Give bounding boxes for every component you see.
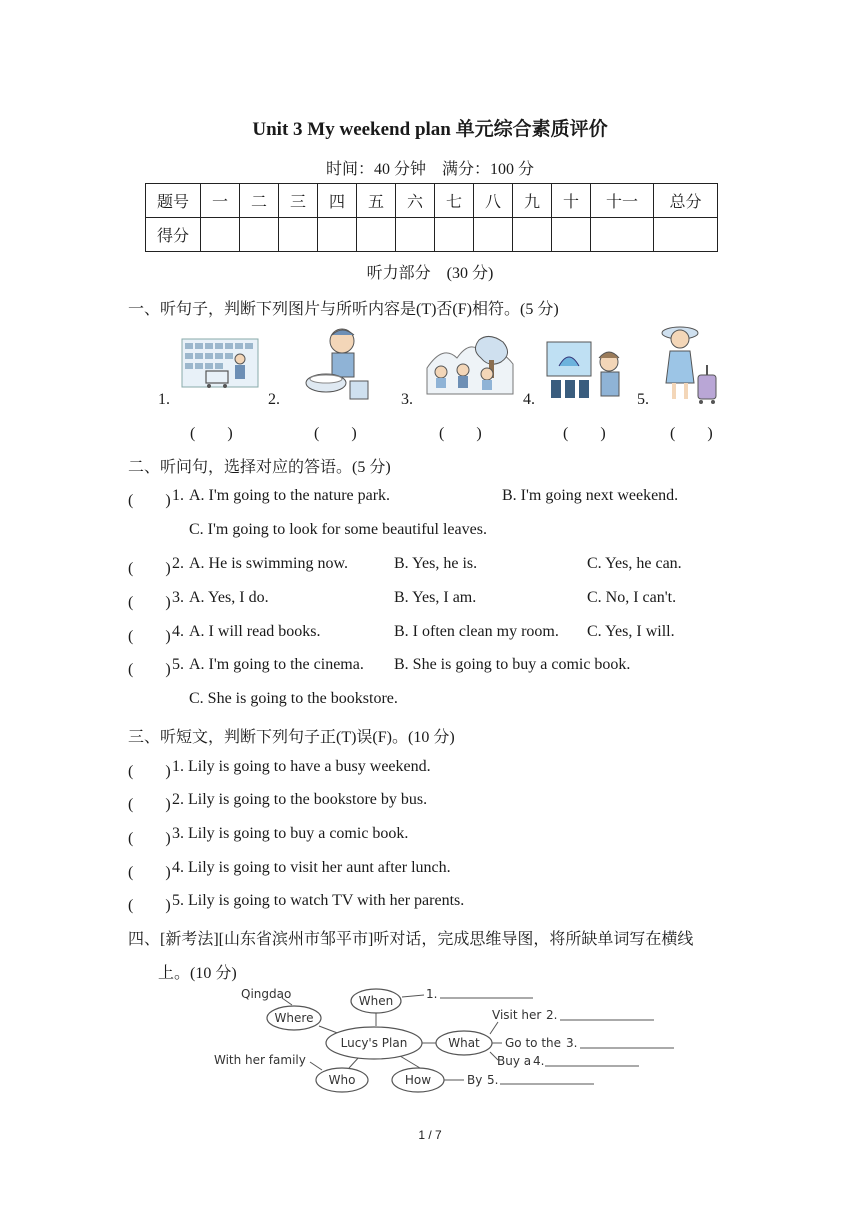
option-a: A. He is swimming now.: [189, 555, 348, 572]
answer-blank[interactable]: ( ): [314, 425, 357, 442]
score-table-cell: 总分: [654, 184, 718, 218]
score-row-label: 得分: [146, 218, 201, 252]
question-number: 1.: [172, 487, 184, 504]
option-a: A. I will read books.: [189, 623, 321, 640]
score-table-cell: 四: [318, 184, 357, 218]
mindmap-buy: Buy a: [497, 1054, 532, 1068]
question-number: 3.: [172, 589, 184, 606]
mindmap-goto: Go to the: [505, 1036, 562, 1050]
statement: 3. Lily is going to buy a comic book.: [172, 825, 409, 842]
mindmap-what-label: What: [448, 1036, 480, 1050]
mindmap-qingdao: Qingdao: [241, 987, 292, 1001]
score-table-cell: 八: [474, 184, 513, 218]
answer-paren[interactable]: ( ): [128, 594, 171, 611]
option-b: B. I'm going next weekend.: [502, 487, 679, 504]
option-c: C. She is going to the bookstore.: [189, 690, 398, 707]
mindmap-when-label: When: [358, 994, 394, 1008]
score-table-cell: 六: [396, 184, 435, 218]
mindmap-visit: Visit her: [492, 1008, 542, 1022]
score-table-cell: 七: [435, 184, 474, 218]
score-table-cell: 一: [201, 184, 240, 218]
part3-heading: 三、听短文，判断下列句子正(T)误(F)。(10 分): [128, 729, 455, 746]
part1-heading: 一、听句子，判断下列图片与所听内容是(T)否(F)相符。(5 分): [128, 301, 559, 318]
statement: 1. Lily is going to have a busy weekend.: [172, 758, 431, 775]
answer-paren[interactable]: ( ): [128, 560, 171, 577]
mindmap-blank-5-number: 5.: [487, 1073, 499, 1087]
statement: 5. Lily is going to watch TV with her parents.: [172, 892, 465, 909]
answer-paren[interactable]: ( ): [128, 864, 171, 881]
score-table-cell: 三: [279, 184, 318, 218]
question-number: 4.: [172, 623, 184, 640]
picture-number: 3.: [401, 391, 413, 408]
option-a: A. I'm going to the cinema.: [189, 656, 364, 673]
part4-heading: 四、[新考法][山东省滨州市邹平市]听对话，完成思维导图，将所缺单词写在横线: [128, 931, 694, 948]
picture-number: 5.: [637, 391, 649, 408]
option-b: B. Yes, I am.: [394, 589, 477, 606]
mindmap-by: By: [467, 1073, 483, 1087]
option-c: C. I'm going to look for some beautiful leaves.: [189, 521, 487, 538]
mindmap-where-label: Where: [274, 1011, 314, 1025]
option-b: B. Yes, he is.: [394, 555, 478, 572]
statement: 4. Lily is going to visit her aunt after lunch.: [172, 859, 451, 876]
question-number: 2.: [172, 555, 184, 572]
score-table-cell: 五: [357, 184, 396, 218]
score-table-cell: 十: [552, 184, 591, 218]
option-b: B. I often clean my room.: [394, 623, 559, 640]
answer-paren[interactable]: ( ): [128, 661, 171, 678]
picture-number: 4.: [523, 391, 535, 408]
option-c: C. No, I can't.: [587, 589, 677, 606]
page-title: Unit 3 My weekend plan 单元综合素质评价: [252, 119, 608, 140]
question-number: 5.: [172, 656, 184, 673]
time-score-info: 时间：40 分钟 满分：100 分: [325, 161, 534, 178]
option-c: C. Yes, he can.: [587, 555, 682, 572]
score-table-cell: 题号: [146, 184, 201, 218]
answer-blank[interactable]: ( ): [670, 425, 713, 442]
part4-heading-cont: 上。(10 分): [158, 965, 237, 982]
picture-number: 2.: [268, 391, 280, 408]
statement: 2. Lily is going to the bookstore by bus.: [172, 791, 428, 808]
option-a: A. Yes, I do.: [189, 589, 269, 606]
mindmap-who-label: Who: [328, 1073, 356, 1087]
option-c: C. Yes, I will.: [587, 623, 675, 640]
answer-paren[interactable]: ( ): [128, 628, 171, 645]
answer-paren[interactable]: ( ): [128, 830, 171, 847]
mindmap-center-label: Lucy's Plan: [340, 1036, 408, 1050]
answer-paren[interactable]: ( ): [128, 897, 171, 914]
answer-paren[interactable]: ( ): [128, 492, 171, 509]
score-table-cell: 十一: [591, 184, 654, 218]
listening-section-heading: 听力部分 (30 分): [366, 265, 494, 282]
mindmap-how-label: How: [404, 1073, 432, 1087]
answer-paren[interactable]: ( ): [128, 763, 171, 780]
mindmap-blank-1-number: 1.: [426, 987, 438, 1001]
mindmap-with-family: With her family: [214, 1053, 306, 1067]
picture-number: 1.: [158, 391, 170, 408]
option-a: A. I'm going to the nature park.: [189, 487, 391, 504]
answer-paren[interactable]: ( ): [128, 796, 171, 813]
answer-blank[interactable]: ( ): [439, 425, 482, 442]
mindmap-blank-2-number: 2.: [546, 1008, 558, 1022]
answer-blank[interactable]: ( ): [190, 425, 233, 442]
page-number: 1 / 7: [418, 1128, 442, 1142]
option-b: B. She is going to buy a comic book.: [394, 656, 631, 673]
score-table-cell: 二: [240, 184, 279, 218]
score-table-cell: 九: [513, 184, 552, 218]
mindmap-blank-3-number: 3.: [566, 1036, 578, 1050]
answer-blank[interactable]: ( ): [563, 425, 606, 442]
part2-heading: 二、听问句，选择对应的答语。(5 分): [128, 459, 391, 476]
mindmap-blank-4-number: 4.: [533, 1054, 545, 1068]
